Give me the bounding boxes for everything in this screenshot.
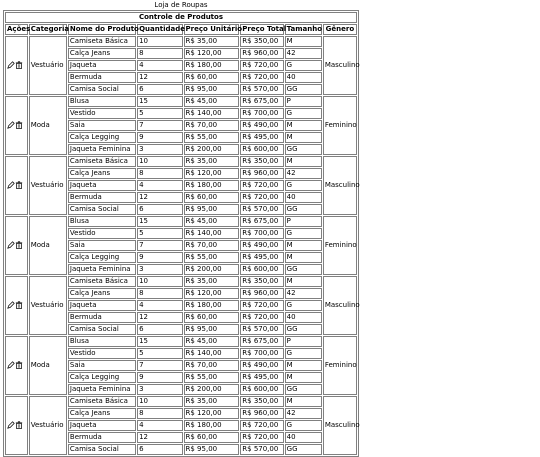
unit-price-cell: R$ 120,00 (184, 48, 240, 59)
table-row (5, 336, 357, 347)
unit-price-cell: R$ 55,00 (184, 252, 240, 263)
trash-icon[interactable] (15, 361, 23, 369)
gender-cell: Masculino (323, 396, 357, 455)
row-actions (5, 36, 28, 95)
total-price-cell: R$ 570,00 (240, 204, 283, 215)
product-name-cell: Calça Jeans (68, 48, 136, 59)
product-name-cell: Jaqueta (68, 300, 136, 311)
quantity-cell: 5 (137, 228, 182, 239)
size-cell: M (285, 276, 322, 287)
quantity-cell: 3 (137, 144, 182, 155)
trash-icon[interactable] (15, 181, 23, 189)
table-caption: Controle de Produtos (5, 12, 357, 23)
size-cell: 40 (285, 432, 322, 443)
product-name-cell: Camisa Social (68, 204, 136, 215)
product-name-cell: Jaqueta (68, 180, 136, 191)
quantity-cell: 5 (137, 108, 182, 119)
product-name-cell: Camiseta Básica (68, 396, 136, 407)
total-price-cell: R$ 350,00 (240, 276, 283, 287)
product-name-cell: Vestido (68, 348, 136, 359)
product-name-cell: Jaqueta Feminina (68, 264, 136, 275)
total-price-cell: R$ 495,00 (240, 372, 283, 383)
quantity-cell: 7 (137, 360, 182, 371)
unit-price-cell: R$ 180,00 (184, 420, 240, 431)
table-row (5, 396, 357, 407)
size-cell: M (285, 36, 322, 47)
quantity-cell: 10 (137, 396, 182, 407)
total-price-cell: R$ 720,00 (240, 192, 283, 203)
unit-price-cell: R$ 60,00 (184, 312, 240, 323)
quantity-cell: 12 (137, 432, 182, 443)
total-price-cell: R$ 720,00 (240, 312, 283, 323)
quantity-cell: 3 (137, 264, 182, 275)
total-price-cell: R$ 960,00 (240, 288, 283, 299)
col-nome-produto: Nome do Produto (69, 25, 139, 33)
table-body (5, 36, 360, 455)
size-cell: 42 (285, 168, 322, 179)
unit-price-cell: R$ 45,00 (184, 336, 240, 347)
size-cell: 40 (285, 72, 322, 83)
total-price-cell: R$ 600,00 (240, 264, 283, 275)
table-row (5, 96, 357, 107)
product-name-cell: Calça Legging (68, 372, 136, 383)
quantity-cell: 8 (137, 48, 182, 59)
unit-price-cell: R$ 180,00 (184, 300, 240, 311)
unit-price-cell: R$ 95,00 (184, 324, 240, 335)
size-cell: G (285, 348, 322, 359)
size-cell: 40 (285, 192, 322, 203)
col-acoes: Ações (7, 25, 31, 33)
product-name-cell: Bermuda (68, 192, 136, 203)
caption-row (5, 12, 357, 23)
total-price-cell: R$ 960,00 (240, 408, 283, 419)
unit-price-cell: R$ 45,00 (184, 216, 240, 227)
product-name-cell: Camiseta Básica (68, 276, 136, 287)
quantity-cell: 9 (137, 132, 182, 143)
total-price-cell: R$ 700,00 (240, 108, 283, 119)
size-cell: GG (285, 264, 322, 275)
total-price-cell: R$ 495,00 (240, 132, 283, 143)
gender-cell: Feminino (323, 96, 357, 155)
unit-price-cell: R$ 95,00 (184, 444, 240, 455)
trash-icon[interactable] (15, 121, 23, 129)
total-price-cell: R$ 495,00 (240, 252, 283, 263)
total-price-cell: R$ 720,00 (240, 300, 283, 311)
col-quantidade: Quantidade (139, 25, 185, 33)
col-categoria: Categoria (30, 25, 70, 33)
quantity-cell: 12 (137, 72, 182, 83)
size-cell: M (285, 396, 322, 407)
total-price-cell: R$ 960,00 (240, 48, 283, 59)
category-cell: Moda (29, 216, 67, 275)
unit-price-cell: R$ 95,00 (184, 204, 240, 215)
product-name-cell: Saia (68, 240, 136, 251)
products-table (3, 10, 359, 457)
category-cell: Vestuário (29, 36, 67, 95)
product-name-cell: Vestido (68, 108, 136, 119)
pencil-icon[interactable] (7, 181, 15, 189)
product-name-cell: Calça Legging (68, 132, 136, 143)
unit-price-cell: R$ 120,00 (184, 408, 240, 419)
unit-price-cell: R$ 200,00 (184, 264, 240, 275)
product-name-cell: Jaqueta Feminina (68, 384, 136, 395)
trash-icon[interactable] (15, 61, 23, 69)
total-price-cell: R$ 720,00 (240, 60, 283, 71)
quantity-cell: 12 (137, 312, 182, 323)
row-actions (5, 396, 28, 455)
header-row (5, 24, 357, 35)
table-row (5, 36, 357, 47)
quantity-cell: 6 (137, 204, 182, 215)
unit-price-cell: R$ 55,00 (184, 372, 240, 383)
unit-price-cell: R$ 70,00 (184, 240, 240, 251)
quantity-cell: 7 (137, 240, 182, 251)
size-cell: GG (285, 384, 322, 395)
size-cell: G (285, 108, 322, 119)
product-name-cell: Calça Jeans (68, 408, 136, 419)
size-cell: P (285, 336, 322, 347)
product-name-cell: Calça Jeans (68, 288, 136, 299)
product-name-cell: Camiseta Básica (68, 156, 136, 167)
unit-price-cell: R$ 140,00 (184, 228, 240, 239)
product-name-cell: Bermuda (68, 72, 136, 83)
product-name-cell: Vestido (68, 228, 136, 239)
total-price-cell: R$ 570,00 (240, 84, 283, 95)
col-genero: Gênero (323, 24, 357, 35)
quantity-cell: 4 (137, 300, 182, 311)
total-price-cell: R$ 600,00 (240, 144, 283, 155)
page-title: Loja de Roupas (154, 1, 208, 9)
size-cell: 40 (285, 312, 322, 323)
pencil-icon[interactable] (7, 121, 15, 129)
quantity-cell: 9 (137, 372, 182, 383)
quantity-cell: 8 (137, 408, 182, 419)
total-price-cell: R$ 490,00 (240, 240, 283, 251)
product-name-cell: Camisa Social (68, 444, 136, 455)
size-cell: G (285, 228, 322, 239)
total-price-cell: R$ 350,00 (240, 36, 283, 47)
unit-price-cell: R$ 95,00 (184, 84, 240, 95)
size-cell: G (285, 180, 322, 191)
gender-cell: Feminino (323, 336, 357, 395)
category-cell: Vestuário (29, 156, 67, 215)
product-name-cell: Blusa (68, 216, 136, 227)
col-tamanho: Tamanho (286, 25, 323, 33)
unit-price-cell: R$ 55,00 (184, 132, 240, 143)
product-name-cell: Calça Legging (68, 252, 136, 263)
total-price-cell: R$ 490,00 (240, 360, 283, 371)
table-row (5, 216, 357, 227)
category-cell: Moda (29, 336, 67, 395)
product-name-cell: Jaqueta Feminina (68, 144, 136, 155)
unit-price-cell: R$ 120,00 (184, 168, 240, 179)
quantity-cell: 6 (137, 444, 182, 455)
quantity-cell: 4 (137, 60, 182, 71)
size-cell: G (285, 60, 322, 71)
trash-icon[interactable] (15, 421, 23, 429)
total-price-cell: R$ 700,00 (240, 228, 283, 239)
unit-price-cell: R$ 140,00 (184, 348, 240, 359)
size-cell: M (285, 156, 322, 167)
product-name-cell: Calça Jeans (68, 168, 136, 179)
pencil-icon[interactable] (7, 421, 15, 429)
quantity-cell: 4 (137, 180, 182, 191)
total-price-cell: R$ 570,00 (240, 324, 283, 335)
quantity-cell: 8 (137, 288, 182, 299)
unit-price-cell: R$ 35,00 (184, 276, 240, 287)
row-actions (5, 216, 28, 275)
total-price-cell: R$ 675,00 (240, 336, 283, 347)
unit-price-cell: R$ 140,00 (184, 108, 240, 119)
quantity-cell: 15 (137, 96, 182, 107)
unit-price-cell: R$ 35,00 (184, 36, 240, 47)
size-cell: GG (285, 324, 322, 335)
size-cell: G (285, 420, 322, 431)
category-cell: Vestuário (29, 276, 67, 335)
product-name-cell: Blusa (68, 336, 136, 347)
quantity-cell: 10 (137, 156, 182, 167)
quantity-cell: 10 (137, 36, 182, 47)
total-price-cell: R$ 720,00 (240, 420, 283, 431)
size-cell: G (285, 300, 322, 311)
pencil-icon[interactable] (7, 301, 15, 309)
product-name-cell: Camiseta Básica (68, 36, 136, 47)
size-cell: 42 (285, 48, 322, 59)
size-cell: M (285, 120, 322, 131)
unit-price-cell: R$ 35,00 (184, 396, 240, 407)
unit-price-cell: R$ 200,00 (184, 144, 240, 155)
unit-price-cell: R$ 180,00 (184, 60, 240, 71)
unit-price-cell: R$ 35,00 (184, 156, 240, 167)
total-price-cell: R$ 960,00 (240, 168, 283, 179)
category-cell: Moda (29, 96, 67, 155)
total-price-cell: R$ 490,00 (240, 120, 283, 131)
quantity-cell: 7 (137, 120, 182, 131)
unit-price-cell: R$ 60,00 (184, 72, 240, 83)
size-cell: M (285, 240, 322, 251)
quantity-cell: 6 (137, 324, 182, 335)
unit-price-cell: R$ 45,00 (184, 96, 240, 107)
product-name-cell: Bermuda (68, 432, 136, 443)
size-cell: 42 (285, 408, 322, 419)
total-price-cell: R$ 600,00 (240, 384, 283, 395)
product-name-cell: Blusa (68, 96, 136, 107)
size-cell: M (285, 372, 322, 383)
quantity-cell: 6 (137, 84, 182, 95)
size-cell: GG (285, 204, 322, 215)
pencil-icon[interactable] (7, 61, 15, 69)
quantity-cell: 10 (137, 276, 182, 287)
unit-price-cell: R$ 120,00 (184, 288, 240, 299)
product-name-cell: Jaqueta (68, 60, 136, 71)
row-actions (5, 156, 28, 215)
size-cell: GG (285, 84, 322, 95)
unit-price-cell: R$ 180,00 (184, 180, 240, 191)
quantity-cell: 4 (137, 420, 182, 431)
gender-cell: Masculino (323, 156, 357, 215)
gender-cell: Masculino (323, 36, 357, 95)
row-actions (5, 276, 28, 335)
product-name-cell: Bermuda (68, 312, 136, 323)
total-price-cell: R$ 700,00 (240, 348, 283, 359)
gender-cell: Masculino (323, 276, 357, 335)
trash-icon[interactable] (15, 241, 23, 249)
total-price-cell: R$ 720,00 (240, 432, 283, 443)
quantity-cell: 15 (137, 216, 182, 227)
col-preco-total: Preço Total (242, 25, 287, 33)
total-price-cell: R$ 720,00 (240, 180, 283, 191)
total-price-cell: R$ 350,00 (240, 396, 283, 407)
size-cell: GG (285, 444, 322, 455)
product-name-cell: Camisa Social (68, 324, 136, 335)
size-cell: GG (285, 144, 322, 155)
total-price-cell: R$ 570,00 (240, 444, 283, 455)
quantity-cell: 15 (137, 336, 182, 347)
unit-price-cell: R$ 200,00 (184, 384, 240, 395)
product-name-cell: Saia (68, 120, 136, 131)
size-cell: M (285, 132, 322, 143)
product-name-cell: Jaqueta (68, 420, 136, 431)
product-name-cell: Camisa Social (68, 84, 136, 95)
size-cell: M (285, 360, 322, 371)
quantity-cell: 3 (137, 384, 182, 395)
total-price-cell: R$ 675,00 (240, 216, 283, 227)
size-cell: P (285, 96, 322, 107)
category-cell: Vestuário (29, 396, 67, 455)
table-row (5, 276, 357, 287)
pencil-icon[interactable] (7, 361, 15, 369)
size-cell: 42 (285, 288, 322, 299)
product-name-cell: Saia (68, 360, 136, 371)
size-cell: M (285, 252, 322, 263)
total-price-cell: R$ 720,00 (240, 72, 283, 83)
col-preco-unitario: Preço Unitário (185, 25, 243, 33)
table-row (5, 156, 357, 167)
quantity-cell: 9 (137, 252, 182, 263)
trash-icon[interactable] (15, 301, 23, 309)
row-actions (5, 96, 28, 155)
row-actions (5, 336, 28, 395)
pencil-icon[interactable] (7, 241, 15, 249)
unit-price-cell: R$ 60,00 (184, 192, 240, 203)
quantity-cell: 8 (137, 168, 182, 179)
quantity-cell: 12 (137, 192, 182, 203)
gender-cell: Feminino (323, 216, 357, 275)
unit-price-cell: R$ 60,00 (184, 432, 240, 443)
unit-price-cell: R$ 70,00 (184, 120, 240, 131)
unit-price-cell: R$ 70,00 (184, 360, 240, 371)
quantity-cell: 5 (137, 348, 182, 359)
total-price-cell: R$ 350,00 (240, 156, 283, 167)
size-cell: P (285, 216, 322, 227)
total-price-cell: R$ 675,00 (240, 96, 283, 107)
